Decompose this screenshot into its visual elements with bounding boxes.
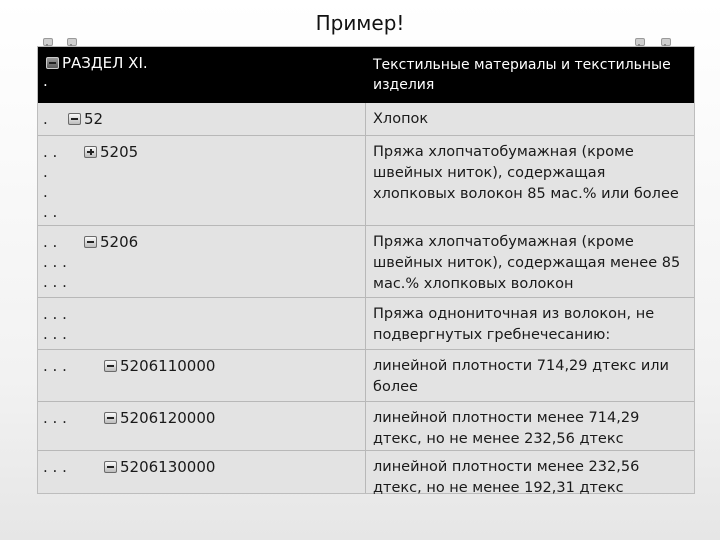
tree-indent [43, 356, 67, 376]
code-cell [38, 136, 366, 225]
indent-dots: . [43, 163, 48, 181]
table-row[interactable] [38, 226, 694, 298]
collapse-icon[interactable] [68, 113, 81, 125]
description-cell: Текстильные материалы и текстильные изделия [373, 57, 671, 93]
table-row[interactable] [38, 350, 694, 402]
tree-indent [43, 142, 57, 222]
tree-node [68, 109, 103, 129]
description-cell: Хлопок [373, 111, 429, 127]
indent-dots: . [43, 72, 48, 90]
description-cell: линейной плотности менее 232,56 дтекс, но не менее 192,31 дтекс [373, 459, 640, 496]
indent-dots: . . [43, 233, 58, 251]
indent-dots: . . . [43, 458, 67, 476]
collapse-icon[interactable] [104, 461, 117, 473]
item-code: 5205 [100, 143, 139, 161]
table-row[interactable] [38, 136, 694, 226]
collapse-icon[interactable] [46, 57, 59, 69]
item-code: 5206110000 [120, 357, 216, 375]
section-code: РАЗДЕЛ XI. [62, 54, 148, 72]
description-cell: линейной плотности 714,29 дтекс или более [373, 358, 669, 395]
slide-title: Пример! [315, 11, 405, 35]
item-code: 52 [84, 110, 104, 128]
code-cell [38, 298, 366, 349]
tree-node [84, 232, 138, 252]
indent-dots: . . [43, 143, 58, 161]
table-row-section[interactable] [38, 47, 694, 103]
tree-indent [43, 408, 67, 428]
tree-node [46, 53, 148, 73]
table-row[interactable] [38, 103, 694, 136]
tree-node [104, 356, 215, 376]
indent-dots: . [43, 183, 48, 201]
code-cell [38, 350, 366, 401]
indent-dots: . . . [43, 253, 67, 271]
description-cell: Пряжа хлопчатобумажная (кроме швейных ниток), содержащая менее 85 мас.% хлопковых волокон [373, 234, 681, 292]
item-code: 5206 [100, 233, 139, 251]
indent-dots: . . . [43, 325, 67, 343]
indent-dots: . . . [43, 273, 67, 291]
indent-dots: . . . [43, 409, 67, 427]
description-cell: линейной плотности менее 714,29 дтекс, но не менее 232,56 дтекс [373, 410, 640, 447]
code-cell [38, 451, 366, 493]
indent-dots: . . . [43, 305, 67, 323]
description-cell: Пряжа хлопчатобумажная (кроме швейных ниток), содержащая хлопковых волокон 85 мас.% или более [373, 144, 679, 202]
collapse-icon[interactable] [104, 412, 117, 424]
tree-indent [43, 232, 67, 292]
tree-node [104, 408, 215, 428]
item-code: 5206130000 [120, 458, 216, 476]
table-row[interactable] [38, 298, 694, 350]
table-row[interactable] [38, 402, 694, 451]
code-cell [38, 402, 366, 450]
description-cell: Пряжа однониточная из волокон, не подвергнутых гребнечесанию: [373, 306, 655, 343]
code-cell [38, 47, 366, 102]
indent-dots: . . . [43, 357, 67, 375]
tree-indent [43, 457, 67, 477]
code-cell [38, 103, 366, 135]
indent-dots: . [43, 110, 48, 128]
table-row[interactable] [38, 451, 694, 496]
collapse-icon[interactable] [104, 360, 117, 372]
item-code: 5206120000 [120, 409, 216, 427]
tree-node [84, 142, 138, 162]
code-cell [38, 226, 366, 297]
indent-dots: . . [43, 203, 58, 221]
expand-icon[interactable] [84, 146, 97, 158]
collapse-icon[interactable] [84, 236, 97, 248]
tree-indent [43, 304, 67, 344]
tnved-table [37, 46, 695, 494]
tree-indent [43, 109, 48, 129]
tree-node [104, 457, 215, 477]
